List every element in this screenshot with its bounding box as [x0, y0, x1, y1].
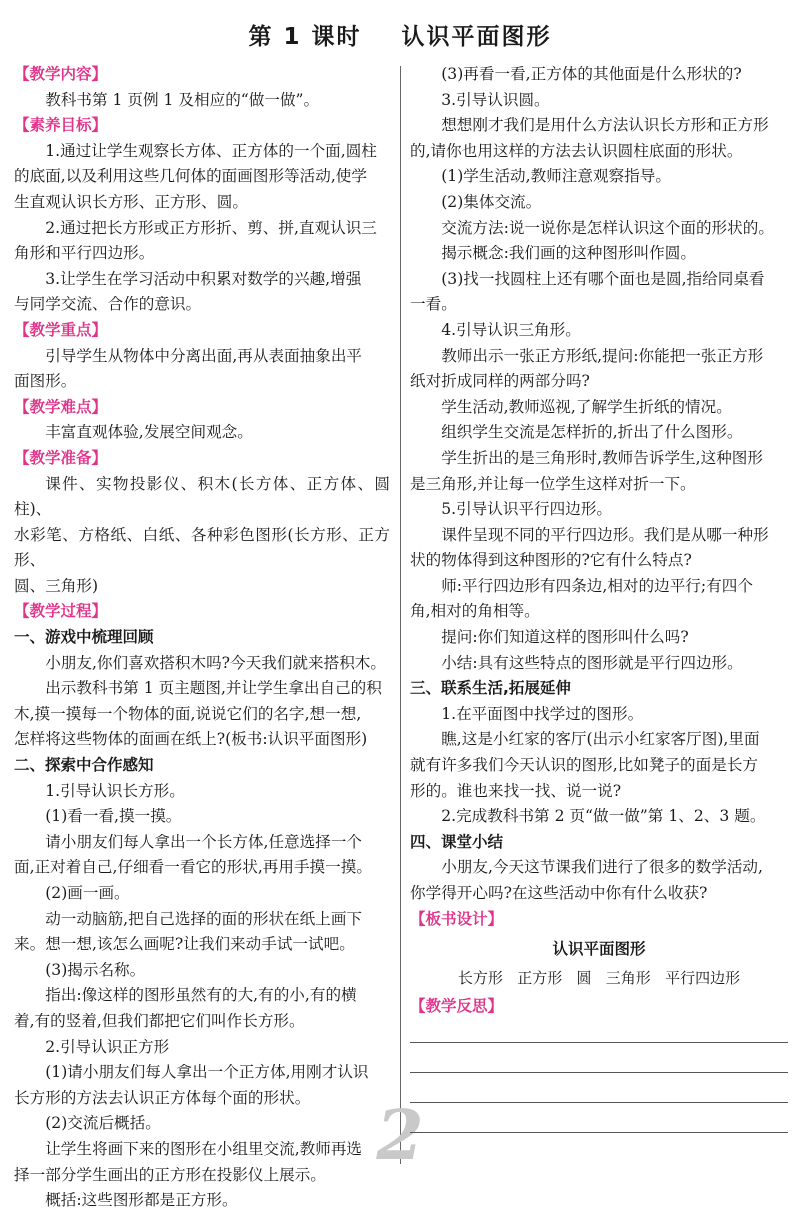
text-line: 1.在平面图中找学过的图形。	[441, 704, 644, 723]
text-line: 想想刚才我们是用什么方法认识长方形和正方形	[441, 116, 769, 135]
text-line: 揭示概念:我们画的这种图形叫作圆。	[441, 244, 696, 263]
board-design-title: 认识平面图形	[552, 940, 646, 959]
text-line: 小结:具有这些特点的图形就是平行四边形。	[441, 653, 743, 672]
text-line: 请小朋友们每人拿出一个长方体,任意选择一个	[45, 832, 363, 851]
text-line: 角,相对的角相等。	[410, 602, 540, 621]
writing-line	[410, 1073, 788, 1103]
column-divider	[400, 66, 401, 1164]
text-line: 动一动脑筋,把自己选择的面的形状在纸上画下	[45, 909, 363, 928]
text-line: 瞧,这是小红家的客厅(出示小红家客厅图),里面	[441, 730, 760, 749]
text-line: 交流方法:说一说你是怎样认识这个面的形状的。	[441, 218, 774, 237]
text-line: 提问:你们知道这样的图形叫什么吗?	[441, 628, 689, 647]
subsection-heading: 一、游戏中梳理回顾	[14, 628, 154, 647]
text-line: 小朋友,你们喜欢搭积木吗?今天我们就来搭积木。	[45, 653, 386, 672]
text-line: 1.引导认识长方形。	[45, 781, 185, 800]
text-line: (2)交流后概括。	[45, 1114, 161, 1133]
text-line: (3)揭示名称。	[45, 960, 146, 979]
text-line: 学生活动,教师巡视,了解学生折纸的情况。	[441, 397, 732, 416]
text-line: 木,摸一摸每一个物体的面,说说它们的名字,想一想,	[14, 704, 362, 723]
text-line: 教科书第 1 页例 1 及相应的“做一做”。	[45, 90, 320, 109]
text-line: 与同学交流、合作的意识。	[14, 295, 202, 314]
text-line: 长方形的方法去认识正方体每个面的形状。	[14, 1088, 311, 1107]
text-line: 让学生将画下来的图形在小组里交流,教师再选	[45, 1139, 363, 1158]
subsection-heading: 四、课堂小结	[410, 832, 504, 851]
text-line: 面,正对着自己,仔细看一看它的形状,再用手摸一摸。	[14, 858, 372, 877]
text-line: 概括:这些图形都是正方形。	[45, 1191, 238, 1210]
section-heading: 【教学重点】	[14, 320, 108, 339]
text-line: 4.引导认识三角形。	[441, 320, 581, 339]
writing-line	[410, 1020, 788, 1043]
text-line: (2)集体交流。	[441, 192, 542, 211]
text-line: 角形和平行四边形。	[14, 244, 155, 263]
text-line: 3.让学生在学习活动中积累对数学的兴趣,增强	[45, 269, 362, 288]
text-line: 生直观认识长方形、正方形、圆。	[14, 192, 248, 211]
text-line: 2.完成教科书第 2 页“做一做”第 1、2、3 题。	[441, 807, 766, 826]
text-line: 学生折出的是三角形时,教师告诉学生,这种图形	[441, 448, 763, 467]
text-line: 指出:像这样的图形虽然有的大,有的小,有的横	[45, 986, 357, 1005]
right-column-lines	[410, 62, 788, 932]
text-line: 你学得开心吗?在这些活动中你有什么收获?	[410, 884, 708, 902]
text-line: 出示教科书第 1 页主题图,并让学生拿出自己的积	[45, 679, 382, 698]
text-line: (1)看一看,摸一摸。	[45, 807, 182, 826]
text-line: (1)学生活动,教师注意观察指导。	[441, 167, 671, 186]
text-line: 小朋友,今天这节课我们进行了很多的数学活动,	[441, 858, 763, 877]
text-line: 引导学生从物体中分离出面,再从表面抽象出平	[45, 346, 363, 365]
text-line: 着,有的竖着,但我们都把它们叫作长方形。	[14, 1011, 305, 1030]
page-number: 2	[376, 1096, 424, 1176]
text-line: 课件呈现不同的平行四边形。我们是从哪一种形	[441, 525, 769, 544]
text-line: 形的。谁也来找一找、说一说?	[410, 781, 622, 800]
section-heading: 【教学过程】	[14, 602, 108, 621]
text-line: (3)找一找圆柱上还有哪个面也是圆,指给同桌看	[441, 269, 765, 288]
section-heading: 【板书设计】	[410, 909, 504, 928]
text-line: (1)请小朋友们每人拿出一个正方体,用刚才认识	[45, 1063, 369, 1082]
subsection-heading: 三、联系生活,拓展延伸	[410, 679, 571, 698]
text-line: 状的物体得到这种图形的?它有什么特点?	[410, 551, 692, 570]
text-line: 就有许多我们今天认识的图形,比如凳子的面是长方	[410, 756, 759, 775]
text-line: 圆、三角形)	[14, 576, 99, 595]
subsection-heading: 二、探索中合作感知	[14, 756, 154, 775]
text-line: 面图形。	[14, 372, 77, 391]
section-heading-reflection: 【教学反思】	[410, 997, 504, 1016]
text-line: 的,请你也用这样的方法去认识圆柱底面的形状。	[410, 141, 743, 160]
text-line: 1.通过让学生观察长方体、正方体的一个面,圆柱	[45, 141, 377, 160]
text-line: 2.引导认识正方形	[45, 1037, 170, 1056]
writing-line	[410, 1103, 788, 1133]
text-line: 一看。	[410, 295, 457, 314]
text-line: 师:平行四边形有四条边,相对的边平行;有四个	[441, 576, 753, 595]
text-line: 怎样将这些物体的面画在纸上?(板书:认识平面图形)	[14, 730, 368, 749]
section-heading: 【素养目标】	[14, 116, 108, 135]
reflection-writing-lines	[410, 1020, 788, 1133]
text-line: 组织学生交流是怎样折的,折出了什么图形。	[441, 423, 743, 442]
page-title: 第 1 课时 认识平面图形	[248, 24, 552, 50]
section-heading: 【教学准备】	[14, 448, 108, 467]
text-line: (2)画一画。	[45, 884, 130, 902]
text-line: 课件、实物投影仪、积木(长方体、正方体、圆柱)、	[14, 474, 390, 519]
text-line: 的底面,以及利用这些几何体的面画图形等活动,使学	[14, 167, 367, 186]
left-column	[14, 62, 390, 1214]
text-line: 教师出示一张正方形纸,提问:你能把一张正方形	[441, 346, 764, 365]
text-line: 来。想一想,该怎么画呢?让我们来动手试一试吧。	[14, 935, 355, 954]
text-line: 纸对折成同样的两部分吗?	[410, 372, 590, 391]
board-design-shapes: 长方形 正方形 圆 三角形 平行四边形	[457, 969, 741, 988]
text-line: 2.通过把长方形或正方形折、剪、拼,直观认识三	[45, 218, 377, 237]
text-line: 丰富直观体验,发展空间观念。	[45, 423, 253, 442]
writing-line	[410, 1043, 788, 1073]
text-line: 是三角形,并让每一位学生这样对折一下。	[410, 474, 696, 493]
text-line: 5.引导认识平行四边形。	[441, 500, 613, 519]
section-heading: 【教学内容】	[14, 65, 108, 83]
text-line: 择一部分学生画出的正方形在投影仪上展示。	[14, 1165, 326, 1184]
text-line: 3.引导认识圆。	[441, 90, 550, 109]
section-heading: 【教学难点】	[14, 397, 108, 416]
text-line: (3)再看一看,正方体的其他面是什么形状的?	[441, 65, 742, 83]
text-line: 水彩笔、方格纸、白纸、各种彩色图形(长方形、正方形、	[14, 525, 390, 570]
right-column	[410, 62, 788, 1133]
